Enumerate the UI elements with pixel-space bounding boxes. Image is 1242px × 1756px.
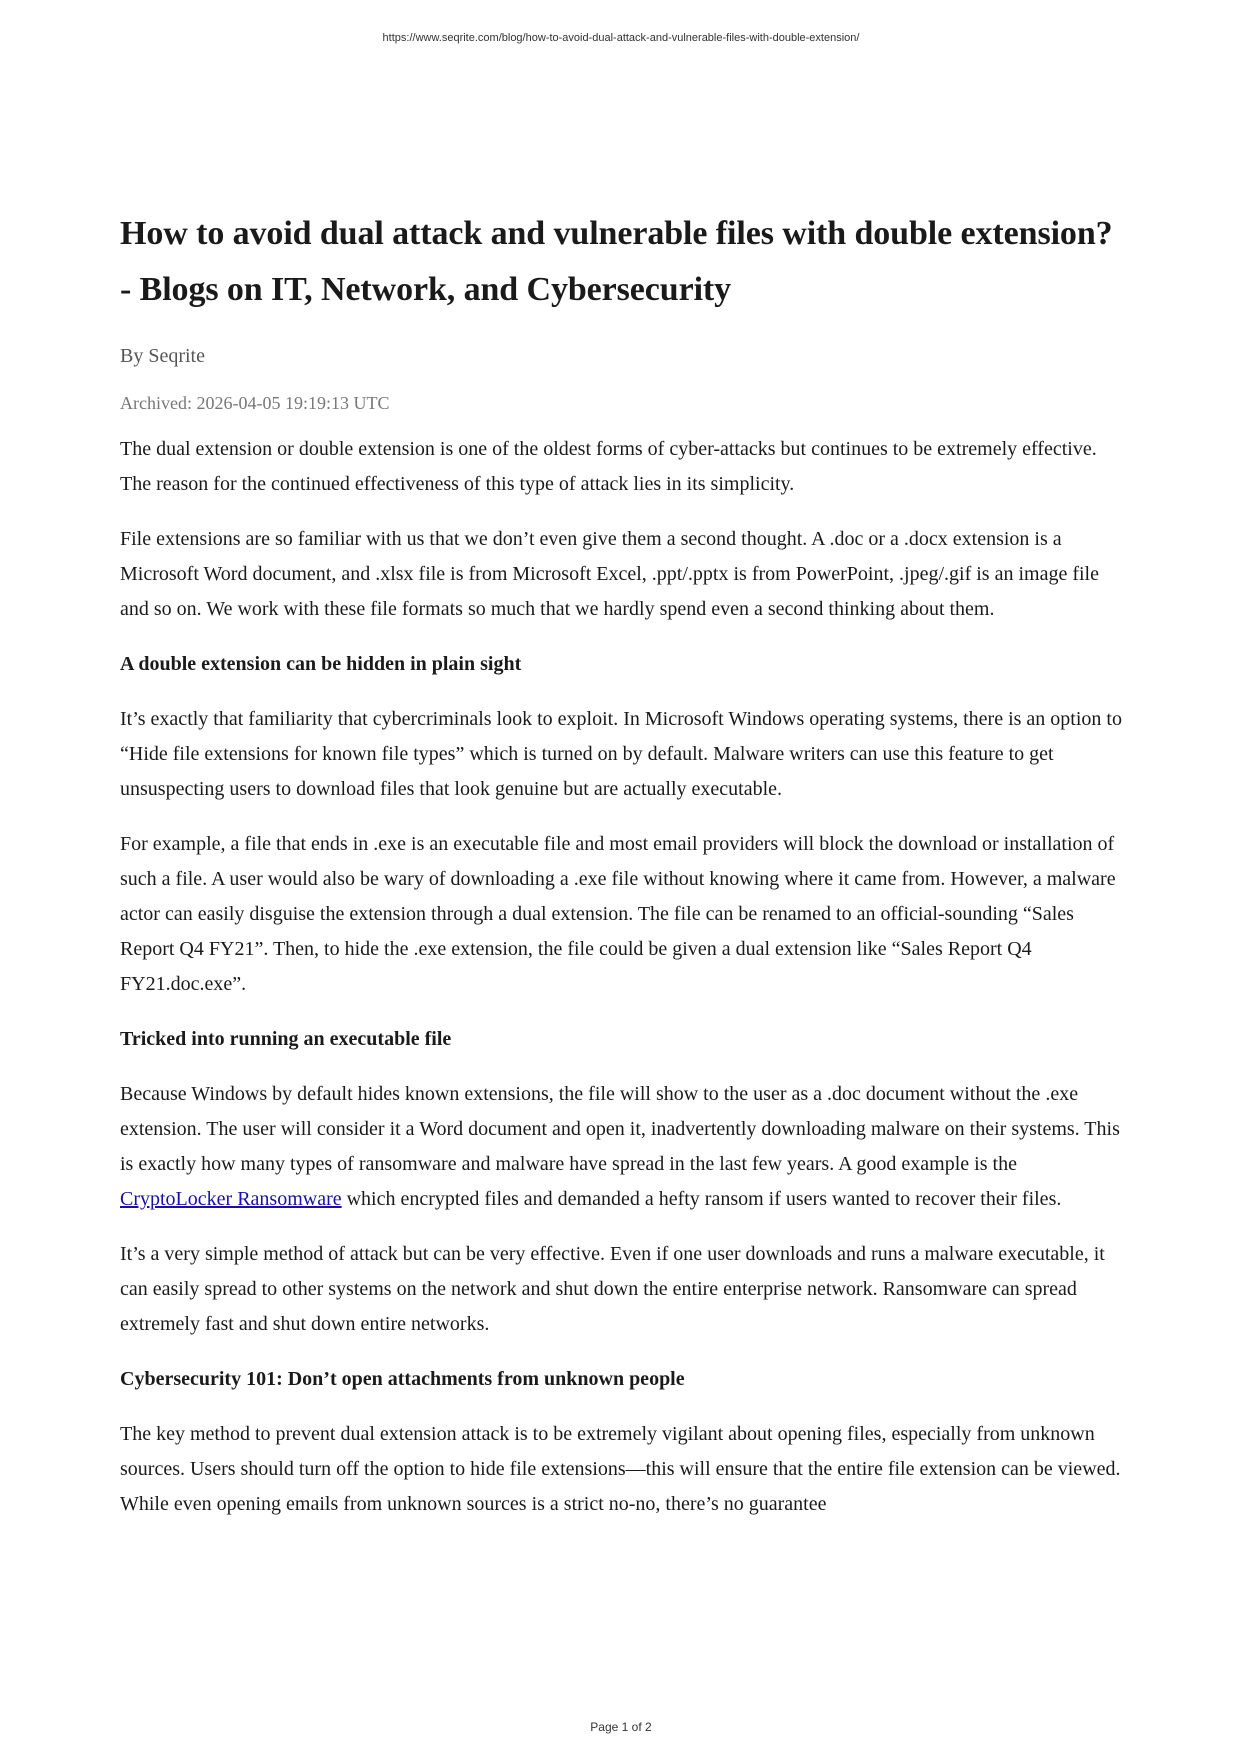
article-title: How to avoid dual attack and vulnerable files with double extension? - Blogs on IT, Network, and Cybersecurity: [120, 215, 1113, 308]
article: [120, 206, 1130, 1542]
paragraph: It’s exactly that familiarity that cybercriminals look to exploit. In Microsoft Windows operating systems, there is an option to “Hide file extensions for known file types” which is turned on by default. Malware writers can use this feature to get unsuspecting users to download files that look genuine but are actually executable.: [120, 708, 1122, 800]
paragraph: It’s a very simple method of attack but can be very effective. Even if one user downloads and runs a malware executable, it can easily spread to other systems on the network and shut down the entire enterprise network. Ransomware can spread extremely fast and shut down entire networks.: [120, 1243, 1105, 1335]
paragraph-text: Because Windows by default hides known extensions, the file will show to the user as a .doc document without the .exe extension. The user will consider it a Word document and open it, inadvertently downloading malware on their systems. This is exactly how many types of ransomware and malware have spread in the last few years. A good example is the: [120, 1083, 1120, 1175]
paragraph-text: which encrypted files and demanded a hefty ransom if users wanted to recover their files.: [341, 1188, 1062, 1210]
section-heading: A double extension can be hidden in plain sight: [120, 653, 522, 675]
archived-timestamp: Archived: 2026-04-05 19:19:13 UTC: [120, 393, 390, 413]
page-number: Page 1 of 2: [590, 1720, 652, 1734]
article-body: [120, 432, 1130, 1522]
cryptolocker-ransomware-link[interactable]: CryptoLocker Ransomware: [120, 1188, 342, 1210]
paragraph: The dual extension or double extension is one of the oldest forms of cyber-attacks but continues to be extremely effective. The reason for the continued effectiveness of this type of attack lies in its simplicity.: [120, 438, 1097, 495]
section-heading: Cybersecurity 101: Don’t open attachments from unknown people: [120, 1368, 685, 1390]
paragraph: File extensions are so familiar with us that we don’t even give them a second thought. A .doc or a .docx extension is a Microsoft Word document, and .xlsx file is from Microsoft Excel, .ppt/.pptx is from PowerPoint, .jpeg/.gif is an image file and so on. We work with these file formats so much that we hardly spend even a second thinking about them.: [120, 528, 1099, 620]
byline: By Seqrite: [120, 345, 205, 367]
paragraph: For example, a file that ends in .exe is an executable file and most email providers will block the download or installation of such a file. A user would also be wary of downloading a .exe file without knowing where it came from. However, a malware actor can easily disguise the extension through a dual extension. The file can be renamed to an official-sounding “Sales Report Q4 FY21”. Then, to hide the .exe extension, the file could be given a dual extension like “Sales Report Q4 FY21.doc.exe”.: [120, 833, 1116, 995]
section-heading: Tricked into running an executable file: [120, 1028, 452, 1050]
paragraph: The key method to prevent dual extension attack is to be extremely vigilant about opening files, especially from unknown sources. Users should turn off the option to hide file extensions—this will ensure that the entire file extension can be viewed. While even opening emails from unknown sources is a strict no-no, there’s no guarantee: [120, 1423, 1121, 1515]
source-url: https://www.seqrite.com/blog/how-to-avoid-dual-attack-and-vulnerable-files-with-double-extension/: [382, 32, 860, 44]
paragraph-with-link: [120, 1077, 1130, 1217]
